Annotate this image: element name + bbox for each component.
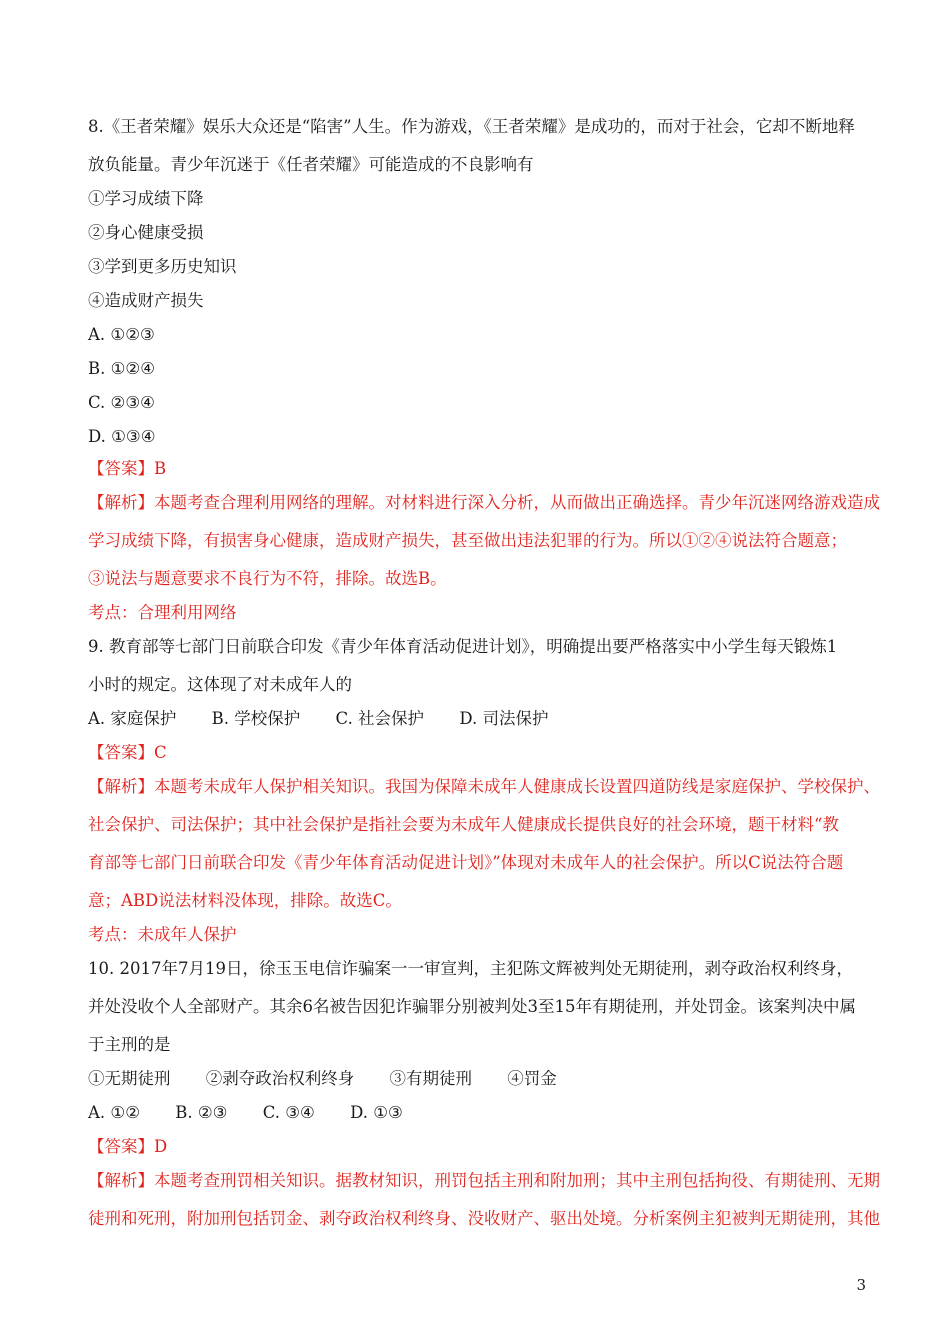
q8-point: 考点：合理利用网络: [88, 603, 237, 622]
q8-analysis-line-3: ③说法与题意要求不良行为不符，排除。故选B。: [88, 569, 447, 588]
q10-item-2: ②剥夺政治权利终身: [205, 1069, 355, 1088]
q9-point: 考点：未成年人保护: [88, 925, 237, 944]
q9-analysis-line-1: 【解析】本题考未成年人保护相关知识。我国为保障未成年人健康成长设置四道防线是家庭保护、学校保护、: [88, 777, 880, 796]
q10-stem-line-1: 10. 2017年7月19日，徐玉玉电信诈骗案一一审宣判，主犯陈文辉被判处无期徒刑，剥夺政治权利终身，: [88, 959, 853, 978]
q10-option-a: A. ①②: [88, 1103, 140, 1122]
q8-item-4: ④造成财产损失: [88, 291, 204, 310]
q8-stem-line-2: 放负能量。青少年沉迷于《任者荣耀》可能造成的不良影响有: [88, 155, 534, 174]
q8-analysis-line-1: 【解析】本题考查合理利用网络的理解。对材料进行深入分析，从而做出正确选择。青少年沉迷网络游戏造成: [88, 493, 880, 512]
q10-option-c: C. ③④: [262, 1103, 315, 1122]
q9-option-d: D. 司法保护: [459, 709, 549, 728]
q10-analysis-line-1: 【解析】本题考查刑罚相关知识。据教材知识，刑罚包括主刑和附加刑；其中主刑包括拘役、有期徒刑、无期: [88, 1171, 880, 1190]
q8-option-c: C. ②③④: [88, 393, 155, 412]
q10-analysis-line-2: 徒刑和死刑，附加刑包括罚金、剥夺政治权利终身、没收财产、驱出处境。分析案例主犯被判无期徒刑，其他: [88, 1209, 880, 1228]
q10-answer: 【答案】D: [88, 1137, 168, 1156]
q10-items: [88, 1068, 557, 1090]
q9-analysis-line-4: 意；ABD说法材料没体现，排除。故选C。: [88, 891, 402, 910]
page-number: 3: [856, 1276, 866, 1294]
q8-answer: 【答案】B: [88, 459, 167, 478]
q10-option-b: B. ②③: [175, 1103, 228, 1122]
q8-option-b: B. ①②④: [88, 359, 155, 378]
q9-option-a: A. 家庭保护: [88, 709, 177, 728]
q9-option-c: C. 社会保护: [335, 709, 425, 728]
q9-stem-line-2: 小时的规定。这体现了对未成年人的: [88, 675, 352, 694]
q8-analysis-line-2: 学习成绩下降，有损害身心健康，造成财产损失，甚至做出违法犯罪的行为。所以①②④说法符合题意；: [88, 531, 847, 550]
q8-option-d: D. ①③④: [88, 427, 156, 446]
q8-item-2: ②身心健康受损: [88, 223, 204, 242]
q10-stem-line-3: 于主刑的是: [88, 1035, 171, 1054]
q8-item-3: ③学到更多历史知识: [88, 257, 237, 276]
q10-option-d: D. ①③: [350, 1103, 403, 1122]
q8-item-1: ①学习成绩下降: [88, 189, 204, 208]
q10-item-3: ③有期徒刑: [389, 1069, 472, 1088]
q9-answer: 【答案】C: [88, 743, 167, 762]
q10-item-4: ④罚金: [507, 1069, 557, 1088]
q9-option-b: B. 学校保护: [211, 709, 301, 728]
q8-option-a: A. ①②③: [88, 325, 155, 344]
q9-analysis-line-2: 社会保护、司法保护；其中社会保护是指社会要为未成年人健康成长提供良好的社会环境，题干材料“教: [88, 815, 839, 834]
q10-stem-line-2: 并处没收个人全部财产。其余6名被告因犯诈骗罪分别被判处3至15年有期徒刑，并处罚金。该案判决中属: [88, 997, 856, 1016]
q9-analysis-line-3: 育部等七部门日前联合印发《青少年体育活动促进计划》”体现对未成年人的社会保护。所以C说法符合题: [88, 853, 844, 872]
q9-stem-line-1: 9. 教育部等七部门日前联合印发《青少年体育活动促进计划》，明确提出要严格落实中小学生每天锻炼1: [88, 637, 838, 656]
q10-item-1: ①无期徒刑: [88, 1069, 171, 1088]
q10-options: [88, 1102, 403, 1124]
q8-stem-line-1: 8.《王者荣耀》娱乐大众还是“陷害”人生。作为游戏，《王者荣耀》是成功的，而对于社会，它却不断地释: [88, 117, 855, 136]
q9-options: [88, 708, 548, 730]
